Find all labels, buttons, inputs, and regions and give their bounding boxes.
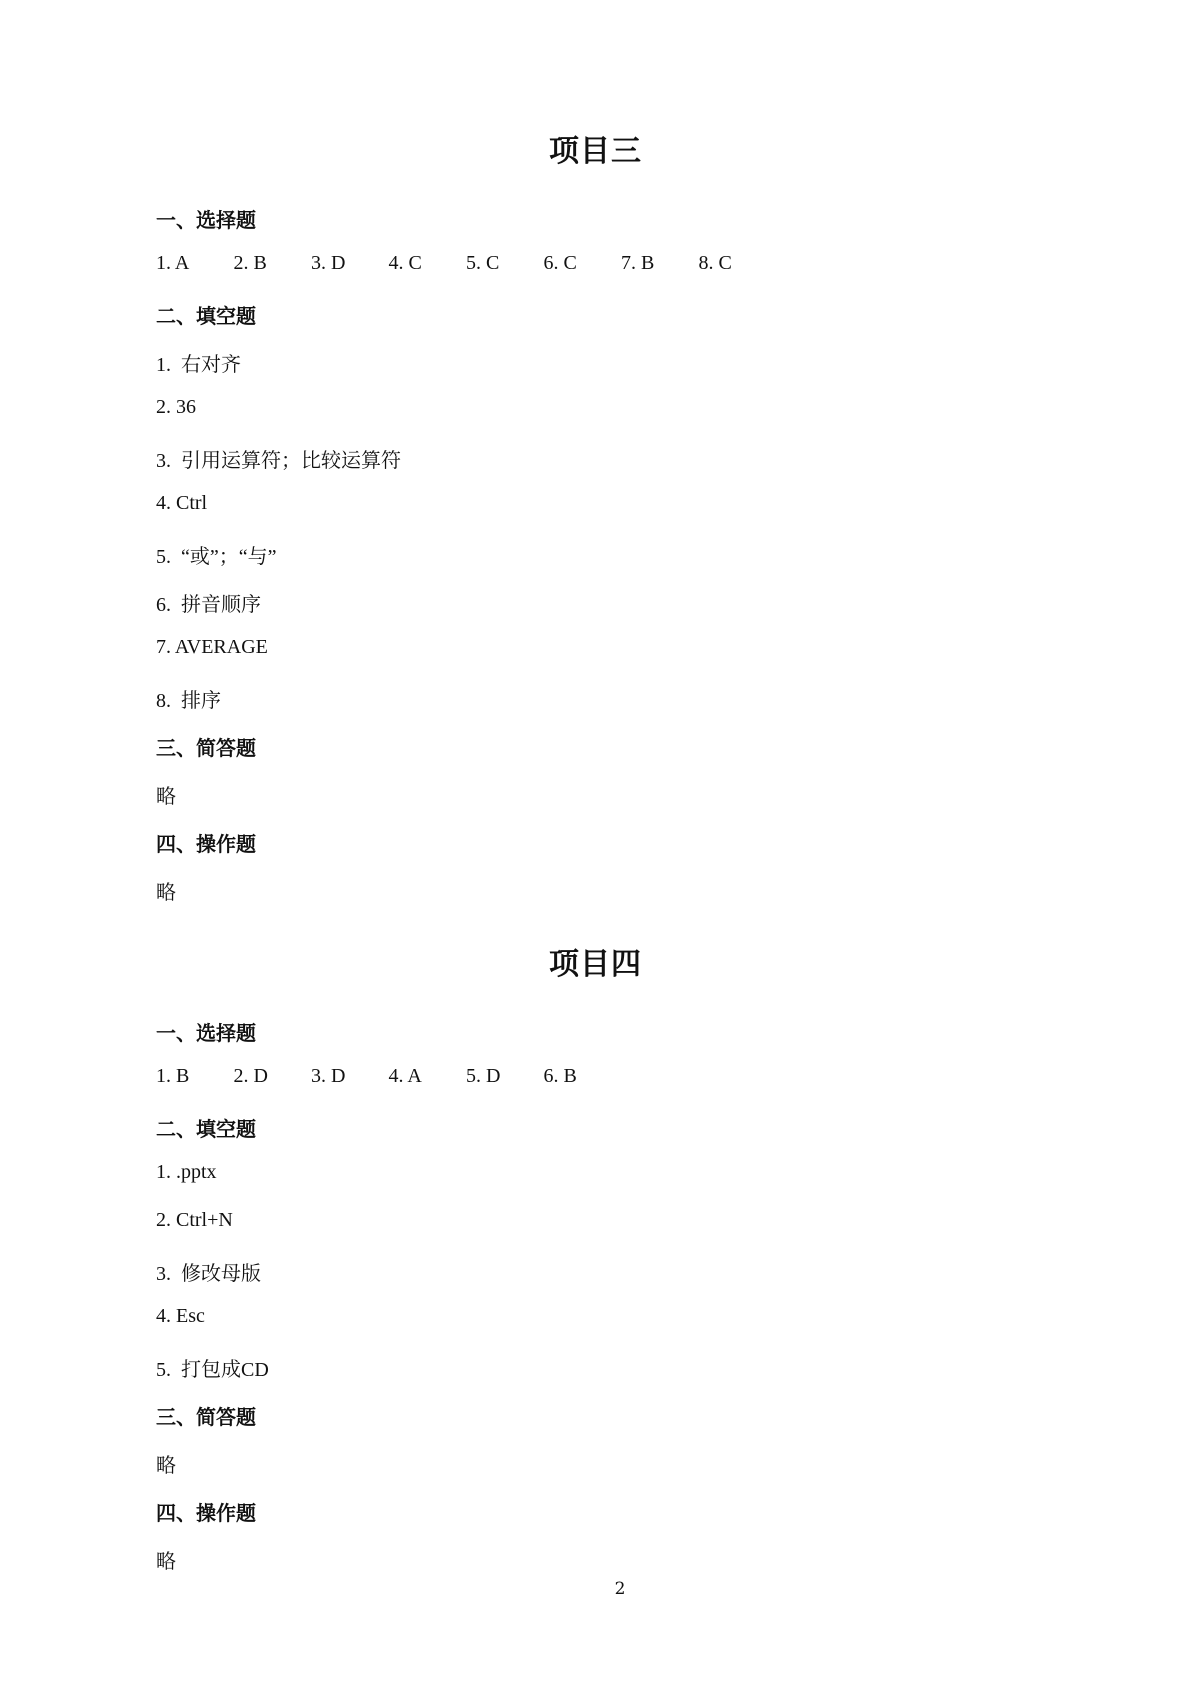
page-number: 2 bbox=[614, 1579, 626, 1599]
fill-answer: 7. AVERAGE bbox=[156, 636, 268, 658]
choice-answer: 5. D bbox=[466, 1065, 501, 1087]
choice-answer: 2. D bbox=[233, 1065, 268, 1087]
fill-answer: 2. Ctrl+N bbox=[156, 1209, 233, 1231]
choice-answer: 3. D bbox=[311, 1065, 346, 1087]
choice-answer: 7. B bbox=[621, 252, 655, 274]
op-heading: 四、操作题 bbox=[156, 832, 256, 856]
choice-heading: 一、选择题 bbox=[156, 208, 256, 232]
choice-answer: 5. C bbox=[466, 252, 500, 274]
fill-heading: 二、填空题 bbox=[156, 1117, 256, 1141]
choice-answer: 6. B bbox=[543, 1065, 577, 1087]
short-answer: 略 bbox=[156, 786, 176, 808]
fill-answer: 3. 修改母版 bbox=[156, 1263, 261, 1285]
short-heading: 三、简答题 bbox=[156, 1405, 256, 1429]
choice-answer: 1. A bbox=[156, 252, 190, 274]
choice-answer: 4. C bbox=[388, 252, 422, 274]
choice-answer: 6. C bbox=[543, 252, 577, 274]
fill-answer: 4. Esc bbox=[156, 1305, 205, 1327]
op-answer: 略 bbox=[156, 1551, 176, 1573]
fill-answer: 5. 打包成CD bbox=[156, 1359, 269, 1381]
op-answer: 略 bbox=[156, 882, 176, 904]
choice-answer: 8. C bbox=[698, 252, 732, 274]
choice-answers bbox=[156, 252, 776, 275]
choice-answer: 2. B bbox=[233, 252, 267, 274]
section-title: 项目四 bbox=[549, 947, 642, 982]
choice-answers bbox=[156, 1065, 621, 1088]
fill-answer: 8. 排序 bbox=[156, 690, 221, 712]
fill-answer: 5. “或”；“与” bbox=[156, 546, 277, 568]
choice-heading: 一、选择题 bbox=[156, 1021, 256, 1045]
fill-answer: 3. 引用运算符；比较运算符 bbox=[156, 450, 401, 472]
fill-answer: 4. Ctrl bbox=[156, 492, 208, 514]
fill-answer: 1. .pptx bbox=[156, 1161, 217, 1183]
fill-answer: 2. 36 bbox=[156, 396, 196, 418]
section-title: 项目三 bbox=[549, 134, 642, 169]
op-heading: 四、操作题 bbox=[156, 1501, 256, 1525]
fill-answer: 1. 右对齐 bbox=[156, 354, 241, 376]
choice-answer: 3. D bbox=[311, 252, 346, 274]
fill-answer: 6. 拼音顺序 bbox=[156, 594, 261, 616]
short-answer: 略 bbox=[156, 1455, 176, 1477]
choice-answer: 4. A bbox=[388, 1065, 422, 1087]
short-heading: 三、简答题 bbox=[156, 736, 256, 760]
choice-answer: 1. B bbox=[156, 1065, 190, 1087]
fill-heading: 二、填空题 bbox=[156, 304, 256, 328]
